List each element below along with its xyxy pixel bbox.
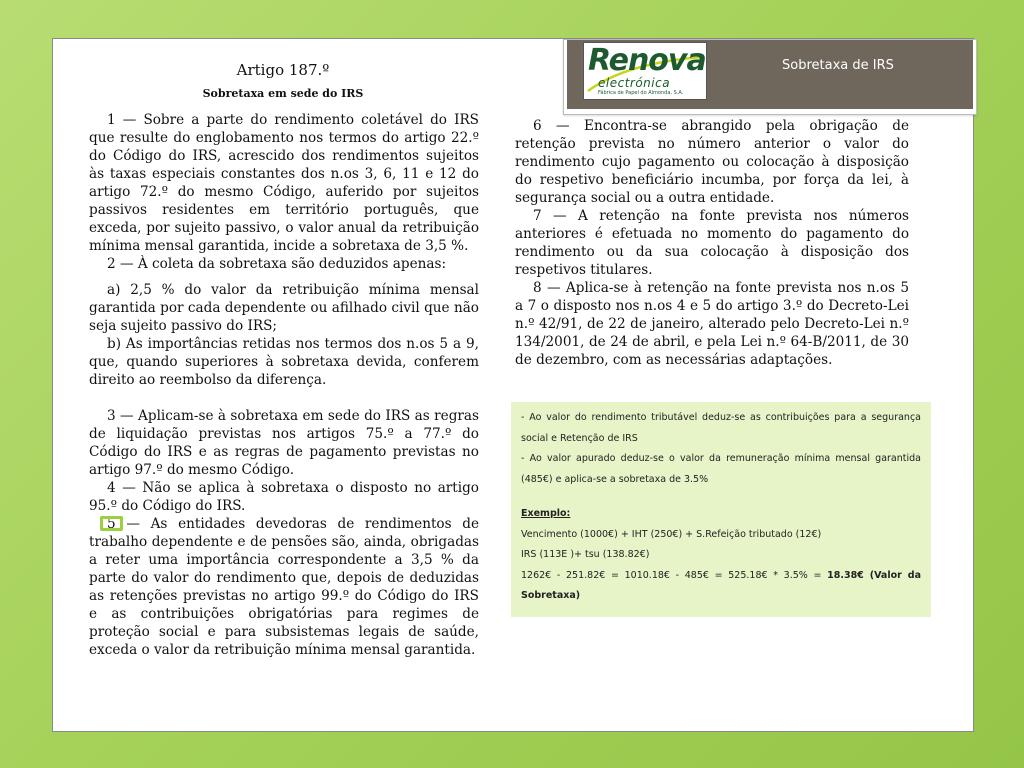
logo-tagline: Fábrica de Papel do Almonda, S.A. xyxy=(598,90,684,96)
article-paragraph-4: 4 — Não se aplica à sobretaxa o disposto no artigo 95.º do Código do IRS. xyxy=(89,480,479,514)
article-paragraph-2b: b) As importâncias retidas nos termos dos n.os 5 a 9, que, quando superiores à sobretaxa devida, conferem direito ao reembolso da diferença. xyxy=(89,336,479,388)
explanation-note xyxy=(511,402,931,617)
article-paragraph-6: 6 — Encontra-se abrangido pela obrigação de retenção prevista no número anterior o valor do rendimento cujo pagamento ou colocação à disposição do respetivo beneficiário incumba, por força da lei, à segurança social ou a outra entidade. xyxy=(515,118,909,206)
header-bar xyxy=(567,40,973,109)
article-left-column xyxy=(89,111,479,659)
example-calculation xyxy=(521,566,921,607)
logo-subtext: electrónica xyxy=(598,76,671,90)
article-paragraph-7: 7 — A retenção na fonte prevista nos números anteriores é efetuada no momento do pagamento do rendimento ou da sua colocação à disposição dos respetivos titulares. xyxy=(515,208,909,278)
article-right-column xyxy=(515,117,909,369)
paragraph-5-highlight xyxy=(100,516,123,531)
article-heading xyxy=(183,61,383,100)
example-label: Exemplo: xyxy=(521,508,571,519)
article-paragraph-8: 8 — Aplica-se à retenção na fonte prevista nos n.os 5 a 7 o disposto nos n.os 4 e 5 do artigo 3.º do Decreto-Lei n.º 42/91, de 22 de janeiro, alterado pelo Decreto-Lei n.º 134/2001, de 24 de abril, e pela Lei n.º 64-B/2011, de 30 de dezembro, com as necessárias adaptações. xyxy=(515,280,909,368)
note-line-2: - Ao valor apurado deduz-se o valor da remuneração mínima mensal garantida (485€) e aplica-se a sobretaxa de 3.5% xyxy=(521,453,921,485)
slide-page xyxy=(52,38,974,732)
slide-title: Sobretaxa de IRS xyxy=(782,58,894,73)
example-line-2: IRS (113E )+ tsu (138.82€) xyxy=(521,549,650,560)
example-result: 18.38€ (Valor da Sobretaxa) xyxy=(521,569,921,601)
header-box xyxy=(563,39,977,115)
article-paragraph-1: 1 — Sobre a parte do rendimento coletável do IRS que resulte do englobamento nos termos do artigo 22.º do Código do IRS, acrescido dos rendimentos sujeitos às taxas especiais constantes dos n.os 3, 6, 11 e 12 do artigo 72.º do mesmo Código, auferido por sujeitos passivos residentes em território português, que exceda, por sujeito passivo, o valor anual da retribuição mínima mensal garantida, incide a sobretaxa de 3,5 %. xyxy=(89,112,479,254)
example-line-1: Vencimento (1000€) + IHT (250€) + S.Refeição tributado (12€) xyxy=(521,528,822,540)
note-line-1: - Ao valor do rendimento tributável deduz-se as contribuições para a segurança social e Retenção de IRS xyxy=(521,412,921,444)
article-paragraph-2a: a) 2,5 % do valor da retribuição mínima mensal garantida por cada dependente ou afilhado civil que não seja sujeito passivo do IRS; xyxy=(89,282,479,334)
renova-logo xyxy=(583,42,707,100)
article-number: Artigo 187.º xyxy=(236,61,330,79)
example-calc-text: 1262€ - 251.82€ = 1010.18€ - 485€ = 525.18€ * 3.5% = xyxy=(521,569,828,581)
logo-word: Renova xyxy=(588,43,706,78)
article-paragraph-2: 2 — À coleta da sobretaxa são deduzidos apenas: xyxy=(107,256,447,272)
article-paragraph-3: 3 — Aplicam-se à sobretaxa em sede do IRS as regras de liquidação previstas nos artigos 75.º a 77.º do Código do IRS e as regras de pagamento previstas no artigo 97.º do mesmo Código. xyxy=(89,408,479,478)
article-subtitle: Sobretaxa em sede do IRS xyxy=(202,87,364,100)
article-paragraph-5: 5 — As entidades devedoras de rendimentos de trabalho dependente e de pensões são, ainda, obrigadas a reter uma importância correspondente a 3,5 % da parte do valor do rendimento que, depois de deduzidas as retenções previstas no artigo 99.º do Código do IRS e as contribuições obrigatórias para regimes de proteção social e para subsistemas legais de saúde, exceda o valor da retribuição mínima mensal garantida. xyxy=(89,516,479,658)
